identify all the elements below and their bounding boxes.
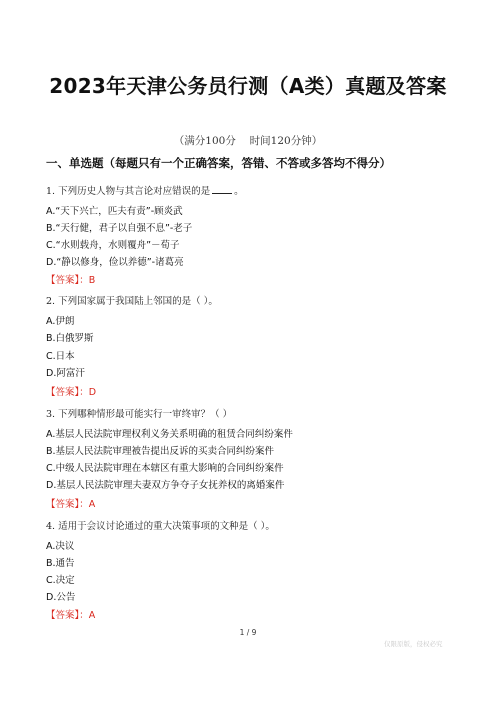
answer-label: 【答案】：A bbox=[46, 610, 96, 621]
question-stem: 2. 下列国家属于我国陆上邻国的是（ ）。 bbox=[46, 296, 218, 307]
option-b: B.通告 bbox=[46, 558, 75, 569]
answer-label: 【答案】：B bbox=[46, 275, 96, 286]
option-d: D.阿富汗 bbox=[46, 368, 85, 379]
page-title: 2023年天津公务员行测（A类）真题及答案 bbox=[49, 74, 447, 98]
page-number: 1 / 9 bbox=[239, 628, 257, 637]
option-c: C.中级人民法院审理在本辖区有重大影响的合同纠纷案件 bbox=[46, 463, 284, 474]
question-stem: 4. 适用于会议讨论通过的重大决策事项的文种是（ ）。 bbox=[46, 521, 275, 532]
option-c: C.日本 bbox=[46, 351, 75, 362]
option-c: C.决定 bbox=[46, 575, 75, 586]
option-a: A.决议 bbox=[46, 541, 75, 552]
option-a: A.伊朗 bbox=[46, 316, 75, 327]
option-d: D.“静以修身，俭以养德”-诸葛亮 bbox=[46, 257, 184, 268]
option-d: D.公告 bbox=[46, 592, 76, 603]
option-d: D.基层人民法院审理夫妻双方争夺子女抚养权的离婚案件 bbox=[46, 480, 285, 491]
question-stem-end: 。 bbox=[234, 186, 244, 197]
question-stem-text: 1. 下列历史人物与其言论对应错误的是 bbox=[46, 186, 211, 197]
watermark: 仅限原版，侵权必究 bbox=[384, 640, 443, 648]
section-heading: 一、单选题（每题只有一个正确答案，答错、不答或多答均不得分） bbox=[46, 156, 391, 170]
option-a: A.“天下兴亡，匹夫有责”-顾炎武 bbox=[46, 206, 183, 217]
option-b: B.白俄罗斯 bbox=[46, 333, 94, 344]
question-stem: 3. 下列哪种情形最可能实行一审终审？（ ） bbox=[46, 409, 233, 420]
option-c: C.“水则载舟，水则覆舟”－荀子 bbox=[46, 240, 180, 251]
option-b: B.“天行健，君子以自强不息”-老子 bbox=[46, 223, 193, 234]
answer-label: 【答案】：A bbox=[46, 499, 96, 510]
exam-info: （满分100分 时间120分钟） bbox=[173, 135, 323, 147]
question-stem bbox=[46, 183, 244, 197]
answer-label: 【答案】：D bbox=[46, 387, 97, 398]
answer-blank bbox=[212, 193, 232, 194]
option-a: A.基层人民法院审理权利义务关系明确的租赁合同纠纷案件 bbox=[46, 429, 293, 440]
option-b: B.基层人民法院审理被告提出反诉的买卖合同纠纷案件 bbox=[46, 446, 275, 457]
